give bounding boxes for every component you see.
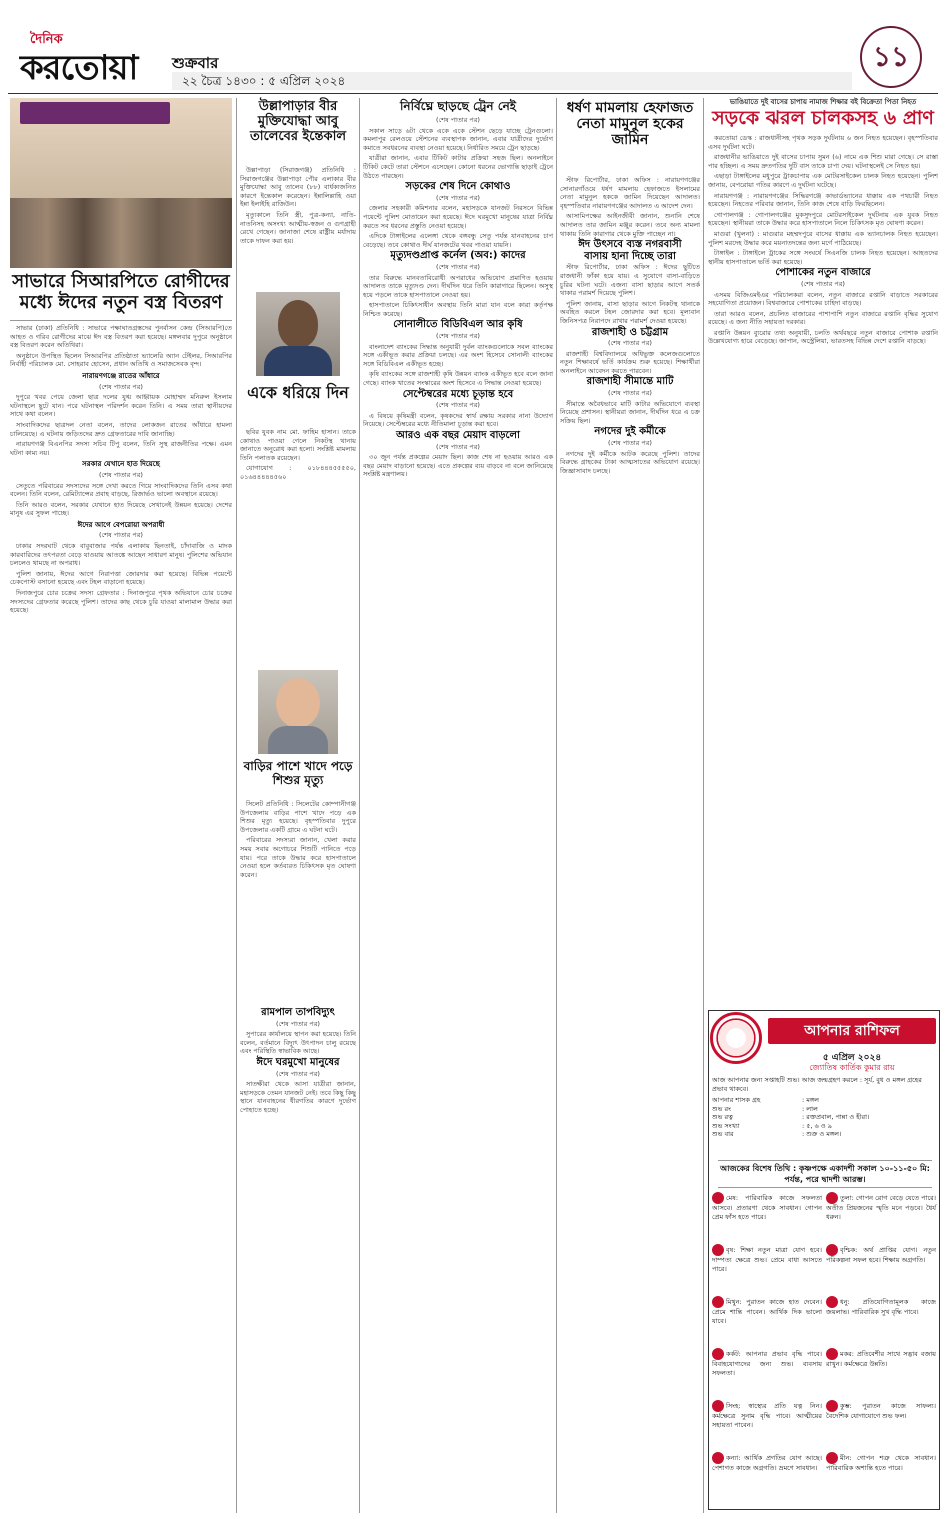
col2-body3 — [240, 800, 356, 1000]
page-number: ১১ — [860, 26, 922, 88]
zodiac-sign — [826, 1244, 936, 1265]
col1-sub2-cont: (শেষ পাতার পর) — [99, 470, 143, 479]
col3-para: সকাল সাড়ে ৬টা থেকে একে একে স্টেশন ছেড়ে যাচ্ছে ট্রেনগুলো। কমলাপুর রেলওয়ে স্টেশনের ব্যবস্থাপক জানান, এবার যাত্রীদের দুর্ভোগ কমাতে সবধরনের ব্যবস্থা নেওয়া হয়েছে। নির্ধারিত সময়ে ট্রেন ছাড়ছে। — [363, 126, 553, 152]
col1-sub3: ঈদের আগে বেপরোয়া অপরাধী — [77, 520, 165, 529]
col3-body — [363, 116, 553, 1511]
zodiac-sign — [712, 1192, 822, 1221]
col4-para: নগদের দুই কর্মীকে আটক করেছে পুলিশ। তাদের বিরুদ্ধে গ্রাহকের টাকা আত্মসাতের অভিযোগ রয়েছে। জিজ্ঞাসাবাদ চলছে। — [560, 449, 700, 475]
col1-para: ঢাকার সদরঘাট থেকে বাবুবাজার পর্যন্ত এলাকায় ছিনতাই, চাঁদাবাজি ও মাদক কারবারিদের তৎপরতা বেড়ে যাওয়ায় আতঙ্কে আছেন সাধারণ মানুষ। পুলিশের অভিযান চললেও থামছে না অপরাধ। — [10, 542, 232, 568]
col4-sub1: ঈদ উৎসবে ব্যস্ত নগরবাসী — [578, 239, 682, 251]
col4-para: আসামিপক্ষের আইনজীবী জানান, শুনানি শেষে আদালত তার জামিন মঞ্জুর করেন। তবে অন্য মামলা থাকায় তিনি কারাগার থেকে মুক্তি পাচ্ছেন না। — [560, 212, 700, 238]
horoscope-special-tithi: আজকের বিশেষ তিথি : কৃষ্ণপক্ষে একাদশী সকাল ১০-১১-৫০ মি: পর্যন্ত, পরে দ্বাদশী আরম্ভ। — [718, 1160, 932, 1188]
horoscope-title: আপনার রাশিফল — [768, 1018, 936, 1044]
scorpio-icon — [826, 1244, 838, 1256]
aquarius-icon — [826, 1400, 838, 1412]
col1-para: তিনি আরও বলেন, সরকার যেখানে হাত দিয়েছে সেখানেই উন্নয়ন হয়েছে। দেশের মানুষ এর সুফল পাচ্ছে। — [10, 500, 232, 518]
zodiac-sign — [712, 1296, 822, 1325]
portrait-head — [278, 300, 318, 348]
col1-headline-rule — [10, 320, 232, 321]
col4-para: সীমান্তে অবৈধভাবে মাটি কাটার অভিযোগে ব্যবস্থা নিয়েছে প্রশাসন। স্থানীয়রা জানান, দীর্ঘদিন ধরে এ চক্র সক্রিয় ছিল। — [560, 399, 700, 425]
col2-body4 — [240, 1006, 356, 1511]
col3-sub5-cont: (শেষ পাতার পর) — [436, 442, 480, 451]
zodiac-sign — [712, 1452, 822, 1473]
horoscope-key: শুভ রত্ন — [712, 1113, 733, 1121]
issue-date: ২২ চৈত্র ১৪৩০ : ৫ এপ্রিল ২০২৪ — [182, 74, 346, 88]
pisces-icon — [826, 1452, 838, 1464]
col3-para: তার বিরুদ্ধে মানবতাবিরোধী অপরাধের অভিযোগ প্রমাণিত হওয়ায় আদালত তাকে মৃত্যুদণ্ড দেন। দীর্ঘদিন ধরে তিনি কারাগারে ছিলেন। অসুস্থ হয়ে পড়লে তাকে হাসপাতালে নেওয়া হয়। — [363, 273, 553, 299]
horoscope-value: : শুক্র ও মঙ্গল। — [802, 1130, 842, 1138]
col3-para: জেলার সহকারী কমিশনার বলেন, মহাসড়কে যানজট নিরসনে বিভিন্ন পয়েন্টে পুলিশ মোতায়েন করা হয়েছে। ঈদে ঘরমুখো মানুষের যাত্রা নির্বিঘ্ন করতে সব ধরনের প্রস্তুতি নেওয়া হয়েছে। — [363, 204, 553, 230]
event-banner — [20, 102, 170, 124]
col2-sub2: বাড়ির পাশে খাদে পড়ে শিশুর মৃত্যু — [243, 759, 353, 787]
zodiac-sign-text: কন্যা: আর্থিক প্রগতির যোগ আছে। পেশাগত কাজে অগ্রগতি। ভ্রমণে সাবধান। — [712, 1454, 822, 1472]
col5-para: এছাড়া টাঙ্গাইলের মধুপুরে ট্রাকচাপায় এক মোটরসাইকেল চালক নিহত হয়েছেন। পুলিশ জানায়, বেপরোয়া গতির কারণে এ দুর্ঘটনা ঘটেছে। — [708, 172, 938, 189]
col3-sub3-cont: (শেষ পাতার পর) — [436, 332, 480, 341]
col3-para: এ বিষয়ে কৃষিমন্ত্রী বলেন, কৃষকদের স্বার্থ রক্ষায় সরকার নানা উদ্যোগ নিয়েছে। সেপ্টেম্বরের মধ্যে নীতিমালা চূড়ান্ত করা হবে। — [363, 411, 553, 429]
col1-para: অনুষ্ঠানে উপস্থিত ছিলেন সিআরপির প্রতিষ্ঠাতা ভ্যালেরি অ্যান টেইলর, সিআরপির নির্বাহী পরিচালক মো. সোহরাব হোসেন, প্রধান অতিথি ও সমাজসেবক বৃন্দ। — [10, 351, 232, 369]
col3-headline: নির্বিঘ্নে ছাড়ছে ট্রেন নেই — [399, 99, 517, 113]
col1-sub1-cont: (শেষ পাতার পর) — [99, 382, 143, 391]
col5-sub1: পোশাকের নতুন বাজারে — [775, 267, 871, 279]
zodiac-sign — [712, 1348, 822, 1377]
col-divider — [556, 98, 557, 1513]
weekday: শুক্রবার — [172, 54, 219, 72]
col5-para: এসময় বিজিএমইএর পরিচালকরা বলেন, নতুন বাজারে রপ্তানি বাড়াতে সরকারের সহযোগিতা প্রয়োজন। বিশ্ববাজারে পোশাকের চাহিদা বাড়ছে। — [708, 290, 938, 308]
zodiac-sign-text: মেষ: পারিবারিক কাজে সফলতা আসবে। প্রতারণা থেকে সাবধান। গোপন প্রেম ফাঁস হতে পারে। — [712, 1194, 822, 1221]
col5-para: রপ্তানি উন্নয়ন ব্যুরোর তথ্য অনুযায়ী, চলতি অর্থবছরে নতুন বাজারে পোশাক রপ্তানি উল্লেখযোগ্য হারে বেড়েছে। জাপান, অস্ট্রেলিয়া, ভারতসহ বিভিন্ন দেশে রপ্তানি বাড়ছে। — [708, 328, 938, 346]
col1-para: দুপুরে খবর পেয়ে জেলা ছাত্র দলের যুগ্ম আহ্বায়ক মোহাম্মদ মনিরুল ইসলাম ঘটনাস্থলে ছুটে যান। পরে ঘটনাস্থল পরিদর্শন করেন তিনি। এ সময় তারা স্থানীয়দের সাথে কথা বলেন। — [10, 393, 232, 419]
horoscope-date: ৫ এপ্রিল ২০২৪ — [822, 1053, 882, 1063]
col3-para: কৃষি ব্যাংকের সঙ্গে রাজশাহী কৃষি উন্নয়ন ব্যাংক একীভূত হবে বলে জানা গেছে। ব্যাংক খাতের সংস্কারের অংশ হিসেবে এ সিদ্ধান্ত নেওয়া হয়েছে। — [363, 370, 553, 388]
col1-para: পুলিশ জানায়, ঈদের আগে নিরাপত্তা জোরদার করা হয়েছে। বিভিন্ন পয়েন্টে চেকপোস্ট বসানো হয়েছে এবং টহল বাড়ানো হয়েছে। — [10, 569, 232, 587]
col3-para: এদিকে টাঙ্গাইলের এলেঙ্গা থেকে বঙ্গবন্ধু সেতু পর্যন্ত যানবাহনের চাপ বেড়েছে। তবে কোথাও দীর্ঘ যানজটের খবর পাওয়া যায়নি। — [363, 232, 553, 249]
horoscope-box — [708, 1010, 940, 1510]
col3-sub3: সোনালীতে বিডিবিএল আর কৃষি — [393, 319, 523, 331]
col2-para: ছবির যুবক নাম মো. ফাহিম হাসান। তাকে কোথাও পাওয়া গেলে নিকটস্থ থানায় জানাতে অনুরোধ করা হলো। সংশ্লিষ্ট মামলায় তিনি পলাতক রয়েছেন। — [240, 428, 356, 462]
col5-para: গোপালগঞ্জ : গোপালগঞ্জের মুকসুদপুরে মোটরসাইকেল দুর্ঘটনায় এক যুবক নিহত হয়েছেন। স্থানীয়রা তাকে উদ্ধার করে হাসপাতালে নিলে চিকিৎসক মৃত ঘোষণা করেন। — [708, 210, 938, 228]
col4-para: পুলিশ জানায়, বাসা ছাড়ার আগে নিকটস্থ থানাকে অবহিত করলে টহল জোরদার করা হবে। মূল্যবান জিনিসপত্র নিরাপদে রাখার পরামর্শ দেওয়া হয়েছে। — [560, 299, 700, 325]
col4-sub4-cont: (শেষ পাতার পর) — [608, 439, 652, 448]
col4-sub1-sub: বাসায় হানা দিচ্ছে তারা — [584, 250, 676, 262]
col2-para: মৃত্যুকালে তিনি স্ত্রী, পুত্র-কন্যা, নাতি-নাতনিসহ অসংখ্য আত্মীয়-স্বজন ও গুণগ্রাহী রেখে গেছেন। জানাজা শেষে রাষ্ট্রীয় মর্যাদায় তাকে দাফন করা হয়। — [240, 210, 356, 245]
col2-headline: উল্লাপাড়ার বীর মুক্তিযোদ্ধা আবু তালেবের ইন্তেকাল — [249, 99, 347, 144]
virgo-icon — [712, 1452, 724, 1464]
col4-para: রাজশাহী বিশ্ববিদ্যালয়ে অধিভুক্ত কলেজগুলোতে নতুন শিক্ষাবর্ষে ভর্তি কার্যক্রম শুরু হয়েছে। শিক্ষার্থীরা অনলাইনে আবেদন করতে পারবেন। — [560, 349, 700, 375]
zodiac-sign-text: কর্কট: আপনার প্রভাব বৃদ্ধি পাবে। বিবাহযোগ্যদের জন্য শুভ। ব্যবসায় সফলতা। — [712, 1350, 822, 1377]
logo-big-text: করতোয়া — [20, 48, 138, 88]
event-people — [10, 198, 232, 268]
col1-sub2: সরকার যেখানে হাত দিয়েছে — [82, 460, 160, 469]
col1-sub1: নারায়ণগঞ্জে রাতের আঁধারে — [82, 371, 160, 380]
col2-body2 — [240, 428, 356, 588]
horoscope-value: : ৫, ৬ ও ৯ — [802, 1121, 832, 1130]
sagittarius-icon — [826, 1296, 838, 1308]
cancer-icon — [712, 1348, 724, 1360]
col4-para: স্টাফ রিপোর্টার, ঢাকা অফিস : ঈদের ছুটিতে রাজধানী ফাঁকা হয়ে যায়। এ সুযোগে বাসা-বাড়িতে চুরির ঘটনা ঘটে। এজন্য বাসা ছাড়ার আগে সতর্ক থাকার পরামর্শ দিয়েছে পুলিশ। — [560, 263, 700, 298]
col5-body — [708, 134, 938, 1004]
horoscope-row — [712, 1096, 936, 1105]
zodiac-sign — [826, 1348, 936, 1369]
col3-sub1: সড়কের শেষ দিনে কোথাও — [405, 181, 511, 193]
leo-icon — [712, 1400, 724, 1412]
gemini-icon — [712, 1296, 724, 1308]
col3-para: বাংলাদেশ ব্যাংকের সিদ্ধান্ত অনুযায়ী দুর্বল ব্যাংকগুলোকে সবল ব্যাংকের সঙ্গে একীভূত করার প্রক্রিয়া চলছে। এর অংশ হিসেবে সোনালী ব্যাংকের সঙ্গে বিডিবিএল একীভূত হচ্ছে। — [363, 342, 553, 368]
horoscope-intro: আজ আপনার জন্য সপ্তাহটি শুভ। আজ জন্মগ্রহণ করলে : সূর্য, বুধ ও মঙ্গল গ্রহের প্রভাব থাকবে। — [712, 1076, 922, 1093]
zodiac-sign — [826, 1452, 936, 1473]
horoscope-row — [712, 1122, 936, 1131]
col4-sub3-cont: (শেষ পাতার পর) — [608, 389, 652, 398]
col2-para: সাতক্ষীরা থেকে আসা যাত্রীরা জানান, মহাসড়কে তেমন যানজট নেই। তবে কিছু কিছু স্থানে যানবাহনের ধীরগতির কারণে দুর্ভোগ পোহাতে হচ্ছে। — [240, 1080, 356, 1114]
col4-para: স্টাফ রিপোর্টার, ঢাকা অফিস : নারায়ণগঞ্জের সোনারগাঁওয়ে ধর্ষণ মামলায় হেফাজতে ইসলামের নেতা মামুনুল হককে জামিন দিয়েছেন আদালত। বৃহস্পতিবার নারায়ণগঞ্জের আদালত এ আদেশ দেন। — [560, 176, 700, 210]
col3-sub4-cont: (শেষ পাতার পর) — [436, 401, 480, 410]
col5-para: মাগুরা (খুলনা) : মাগুরার মহম্মদপুরে বাসের ধাক্কায় এক ভ্যানচালক নিহত হয়েছেন। পুলিশ মরদেহ উদ্ধার করে ময়নাতদন্তের জন্য মর্গে পাঠিয়েছে। — [708, 229, 938, 247]
col2-para: পরিবারের সদস্যরা জানান, খেলা করার সময় সবার অগোচরে শিশুটি পানিতে পড়ে যায়। পরে তাকে উদ্ধার করে হাসপাতালে নেওয়া হলে কর্তব্যরত চিকিৎসক মৃত ঘোষণা করেন। — [240, 836, 356, 879]
col-divider — [236, 98, 237, 1513]
col3-sub1-cont: (শেষ পাতার পর) — [436, 193, 480, 202]
col2-sub3-cont: (শেষ পাতার পর) — [276, 1019, 320, 1028]
col5-headline: সড়কে ঝরল চালকসহ ৬ প্রাণ — [712, 107, 934, 129]
zodiac-sign — [826, 1296, 936, 1317]
col2-para: যোগাযোগ : ০১৮৪৪৪৫৫৫৫০, ০১৬৪৪৪৪৪৫৬০ — [240, 464, 356, 481]
masthead — [0, 0, 945, 92]
horoscope-table — [712, 1096, 936, 1139]
col5-kicker: ভাঙিয়াতে দুই বাসের চাপায় নামাজ শিক্ষার বই বিক্রেতা পিতা নিহত — [729, 98, 917, 106]
col3-sub5: আরও এক বছর মেয়াদ বাড়লো — [396, 430, 520, 441]
zodiac-sign-text: মিথুন: পুরাতন কাজে হাত দেবেন। প্রেমে শান্তি পাবেন। আর্থিক দিক ভালো যাবে। — [712, 1298, 822, 1325]
col3-headline-cont: (শেষ পাতার পর) — [436, 116, 480, 124]
horoscope-value: : রক্তপ্রবাল, পান্না ও হীরা। — [802, 1113, 870, 1121]
col-divider — [703, 98, 704, 1513]
col2-sub1: একে ধরিয়ে দিন — [247, 383, 349, 402]
masthead-rule — [8, 93, 938, 94]
horoscope-key: শুভ বার — [712, 1130, 734, 1138]
col1-headline: সাভারে সিআরপিতে রোগীদের মধ্যে ঈদের নতুন বস্ত্র বিতরণ — [12, 271, 230, 313]
col-divider — [359, 98, 360, 1513]
col3-para: ৩০ জুন পর্যন্ত প্রকল্পের মেয়াদ ছিল। কাজ শেষ না হওয়ায় আরও এক বছর মেয়াদ বাড়ানো হয়েছে। এতে প্রকল্পের ব্যয় বাড়বে না বলে জানিয়েছে সংশ্লিষ্ট মন্ত্রণালয়। — [363, 453, 553, 479]
col2-para: উল্লাপাড়া (সিরাজগঞ্জ) প্রতিনিধি : সিরাজগঞ্জের উল্লাপাড়া পৌর এলাকার বীর মুক্তিযোদ্ধা আবু তালেব (৮৮) বার্ধক্যজনিত কারণে ইন্তেকাল করেছেন। ইন্নালিল্লাহি ওয়া ইন্না ইলাইহি রাজিউন। — [240, 166, 356, 209]
col1-para: সাংবাদিকদের ছাত্রদল নেতা বলেন, তাদের লোকজন রাতের আঁধারে হামলা চালিয়েছে। এ ঘটনায় জড়িতদের দ্রুত গ্রেফতারের দাবি জানাচ্ছি। — [10, 420, 232, 438]
taurus-icon — [712, 1244, 724, 1256]
col2-body — [240, 166, 356, 286]
aries-icon — [712, 1192, 724, 1204]
zodiac-sign-text: ধনু: প্রতিযোগিতামূলক কাজে জয়লাভ। পারিবারিক সুখ বৃদ্ধি পাবে। — [826, 1298, 936, 1316]
event-photo — [10, 98, 232, 268]
horoscope-value: : লাল — [802, 1104, 818, 1113]
col4-sub4: নগদের দুই কর্মীকে — [594, 426, 666, 438]
zodiac-wheel-icon — [710, 1012, 762, 1064]
col2-sub3: রামপাল তাপবিদ্যুৎ — [261, 1007, 335, 1018]
col1-para: দিনাজপুরে চোর চক্রের সদস্য গ্রেফতার : দিনাজপুরে পৃথক অভিযানে চোর চক্রের সদস্যদের গ্রেফতার করেছে পুলিশ। তাদের কাছ থেকে চুরি যাওয়া মালামাল উদ্ধার করা হয়েছে। — [10, 589, 232, 615]
horoscope-row — [712, 1105, 936, 1114]
newspaper-logo — [12, 28, 172, 86]
logo-small-text: দৈনিক — [30, 32, 63, 47]
child-body — [268, 726, 328, 754]
zodiac-sign — [712, 1400, 822, 1429]
zodiac-sign — [826, 1400, 936, 1421]
zodiac-sign — [712, 1244, 822, 1273]
col1-para: সেতুতে পরিবারের সদস্যদের সঙ্গে দেখা করতে গিয়ে সাংবাদিকদের তিনি এসব কথা বলেন। তিনি বলেন, রেমিট্যান্সের প্রবাহ বাড়ছে, রিজার্ভও ভালো অবস্থানে রয়েছে। — [10, 481, 232, 499]
col3-para: যাত্রীরা জানান, এবার টিকিট কাটার প্রক্রিয়া সহজ ছিল। অনলাইনে টিকিট কেটে তারা স্টেশনে এসেছেন। কোনো ধরনের ভোগান্তি ছাড়াই ট্রেনে উঠতে পারছেন। — [363, 154, 553, 180]
libra-icon — [826, 1192, 838, 1204]
col2-para: সিলেট প্রতিনিধি : সিলেটের কোম্পানীগঞ্জ উপজেলায় বাড়ির পাশে খাদে পড়ে এক শিশুর মৃত্যু হয়েছে। বৃহস্পতিবার দুপুরে উপজেলার একটি গ্রামে এ ঘটনা ঘটে। — [240, 800, 356, 834]
col2-para: সুপারের কার্যালয়ে স্থাপন করা হয়েছে। তিনি বলেন, বর্তমানে বিদ্যুৎ উৎপাদন চালু রয়েছে এবং পরিস্থিতি স্বাভাবিক আছে। — [240, 1030, 356, 1056]
horoscope-key: শুভ রং — [712, 1104, 731, 1113]
col1-para: সাভার (ঢাকা) প্রতিনিধি : সাভারে পক্ষাঘাতগ্রস্তদের পুনর্বাসন কেন্দ্র (সিআরপি)তে আহত ও গরিব রোগীদের মাঝে ঈদ বস্ত্র বিতরণ করা হয়েছে। মঙ্গলবার দুপুরে অনুষ্ঠানে বস্ত্র বিতরণ করেন অতিথিরা। — [10, 324, 232, 350]
capricorn-icon — [826, 1348, 838, 1360]
wanted-person-photo — [256, 292, 340, 376]
zodiac-sign-text: বৃশ্চিক: অর্থ প্রাপ্তির যোগ। নতুন পরিকল্পনা সফল হবে। শিক্ষায় অগ্রগতি। — [826, 1246, 936, 1264]
col4-body — [560, 176, 700, 1511]
child-photo — [258, 670, 338, 754]
zodiac-sign-text: বৃষ: শিক্ষা নতুন মাত্রা যোগ হবে। দাম্পত্য ক্ষেত্রে শুভ। প্রেমে বাধা আসতে পারে। — [712, 1246, 822, 1273]
col1-sub3-cont: (শেষ পাতার পর) — [99, 531, 143, 540]
col5-para: নারায়ণগঞ্জ : নারায়ণগঞ্জের সিদ্ধিরগঞ্জে কাভার্ডভ্যানের ধাক্কায় এক পথচারী নিহত হয়েছেন। নিহতের পরিবার জানান, তিনি কাজ শেষে বাড়ি ফিরছিলেন। — [708, 191, 938, 209]
col3-para: হাসপাতালে চিকিৎসাধীন অবস্থায় তিনি মারা যান বলে কারা কর্তৃপক্ষ নিশ্চিত করেছে। — [363, 301, 553, 318]
col2-sub4-cont: (শেষ পাতার পর) — [276, 1069, 320, 1078]
horoscope-row — [712, 1130, 936, 1139]
zodiac-sign-text: মীন: গোপন শত্রু থেকে সাবধান। পারিবারিক অশান্তি হতে পারে। — [826, 1454, 936, 1472]
horoscope-value: : মঙ্গল — [802, 1096, 820, 1104]
date-bar — [172, 72, 852, 90]
portrait-body — [264, 346, 332, 376]
zodiac-sign-text: মকর: প্রতিবেশীর সাথে সদ্ভাব বজায় রাখুন। কর্মক্ষেত্রে উন্নতি। — [826, 1350, 936, 1368]
col5-para: রাজধানীর ভাঙিয়াতে দুই বাসের চাপায় সুমন (৬) নামে এক শিশু মারা গেছে। সে রাস্তা পার হচ্ছিল। এ সময় দ্রুতগতির দুটি বাস তাকে চাপা দেয়। ঘটনাস্থলেই সে নিহত হয়। — [708, 153, 938, 170]
col4-sub3: রাজশাহী সীমান্তে মাটি — [586, 376, 674, 388]
col4-sub2-cont: (শেষ পাতার পর) — [608, 339, 652, 348]
horoscope-row — [712, 1113, 936, 1122]
child-head — [276, 678, 320, 728]
zodiac-sign — [826, 1192, 936, 1221]
horoscope-author: জ্যোতিষ কার্তিক কুমার রায় — [809, 1063, 895, 1072]
col5-sub1-cont: (শেষ পাতার পর) — [801, 279, 845, 288]
col5-para: টাঙ্গাইল : টাঙ্গাইলে ট্রাকের সঙ্গে সংঘর্ষে সিএনজি চালক নিহত হয়েছেন। আহতদের স্থানীয় হাসপাতালে ভর্তি করা হয়েছে। — [708, 249, 938, 266]
zodiac-sign-text: তুলা: গোপন রোগ বেড়ে যেতে পারে। অতীত প্রিয়জনের স্মৃতি মনে পড়বে। ধৈর্য ধরুন। — [826, 1194, 936, 1221]
col4-sub2: রাজশাহী ও চট্টগ্রাম — [591, 326, 669, 338]
zodiac-sign-text: সিংহ: স্বাস্থ্যের প্রতি যত্ন নিন। কর্মক্ষেত্রে সুনাম বৃদ্ধি পাবে। আত্মীয়ের সহায়তা পাবেন। — [712, 1402, 822, 1429]
col3-sub2-cont: (শেষ পাতার পর) — [436, 262, 480, 271]
col3-sub4: সেপ্টেম্বরের মধ্যে চূড়ান্ত হবে — [402, 388, 514, 400]
col2-sub4: ঈদে ঘরমুখো মানুষের — [256, 1056, 340, 1068]
col1-para: নারায়ণগঞ্জ বিএনপির সদস্য সচিব টিপু বলেন, তিনি সুস্থ রাজনীতির পক্ষে। এমন ঘটনা কাম্য নয়। — [10, 440, 232, 457]
col5-para: তারা আরও বলেন, প্রচলিত বাজারের পাশাপাশি নতুন বাজারে রপ্তানি বৃদ্ধির সুযোগ রয়েছে। এ জন্য নীতি সহায়তা দরকার। — [708, 309, 938, 327]
zodiac-sign-text: কুম্ভ: পুরাতন কাজে সাফল্য। বৈদেশিক যোগাযোগে শুভ ফল। — [826, 1402, 936, 1420]
col4-headline: ধর্ষণ মামলায় হেফাজত নেতা মামুনুল হকের জামিন — [566, 100, 694, 149]
horoscope-key: আপনার শাসক গ্রহ — [712, 1096, 761, 1104]
col1-body — [10, 324, 232, 1514]
horoscope-key: শুভ সংখ্যা — [712, 1121, 740, 1130]
col3-sub2: মৃত্যুদণ্ডপ্রাপ্ত কর্নেল (অব:) কাদের — [390, 250, 526, 262]
col5-para: করতোয়া ডেস্ক : রাজধানীসহ পৃথক সড়ক দুর্ঘটনায় ৬ জন নিহত হয়েছেন। বৃহস্পতিবার এসব দুর্ঘটনা ঘটে। — [708, 134, 938, 151]
